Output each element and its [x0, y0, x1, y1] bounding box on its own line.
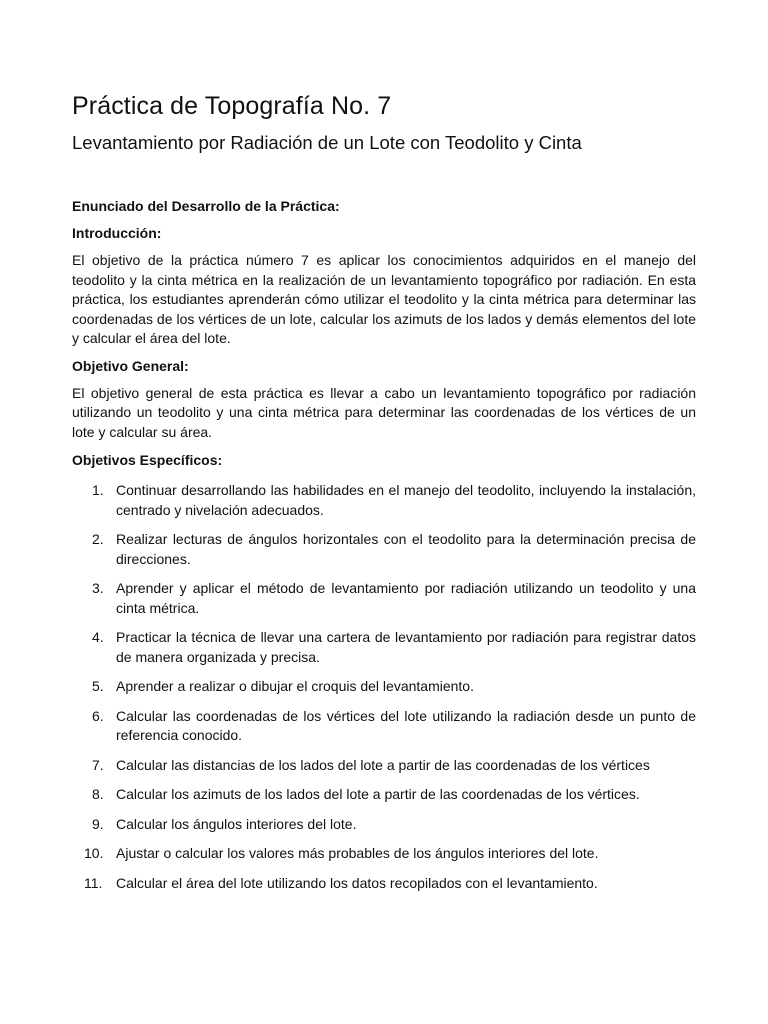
list-item-text: Continuar desarrollando las habilidades en el manejo del teodolito, incluyendo la instalación, centrado y nivelación adecuados.: [116, 482, 696, 518]
list-item-text: Practicar la técnica de llevar una cartera de levantamiento por radiación para registrar datos de manera organizada y precisa.: [116, 629, 696, 665]
list-item-number: 1.: [92, 482, 104, 498]
objectives-list: [72, 481, 696, 893]
list-item: [72, 707, 696, 746]
document-title: Práctica de Topografía No. 7: [72, 92, 392, 120]
objetivo-general-text: El objetivo general de esta práctica es llevar a cabo un levantamiento topográfico por radiación utilizando un teodolito y una cinta métrica para determinar las coordenadas de los vértices de un lote y calcular su área.: [72, 384, 696, 440]
list-item: [72, 874, 696, 894]
list-item: [72, 628, 696, 667]
list-item-text: Ajustar o calcular los valores más probables de los ángulos interiores del lote.: [116, 845, 599, 861]
list-item-text: Calcular las distancias de los lados del lote a partir de las coordenadas de los vértices: [116, 756, 650, 773]
list-item: [72, 677, 696, 697]
list-item-number: 7.: [92, 756, 104, 773]
list-item: [72, 579, 696, 618]
objetivos-especificos-heading: Objetivos Específicos:: [72, 452, 223, 468]
list-item-number: 10.: [84, 845, 104, 861]
list-item: [72, 756, 696, 776]
list-item: [72, 785, 696, 805]
list-item: [72, 815, 696, 835]
list-item-number: 4.: [92, 629, 104, 645]
list-item-text: Realizar lecturas de ángulos horizontales con el teodolito para la determinación precisa de direcciones.: [116, 531, 696, 567]
document-subtitle: Levantamiento por Radiación de un Lote con Teodolito y Cinta: [72, 132, 582, 153]
list-item-number: 6.: [92, 707, 104, 724]
list-item: [72, 481, 696, 520]
list-item-text: Calcular los azimuts de los lados del lote a partir de las coordenadas de los vértices.: [116, 786, 640, 802]
list-item-text: Calcular el área del lote utilizando los datos recopilados con el levantamiento.: [116, 874, 598, 891]
list-item-number: 2.: [92, 531, 104, 547]
list-item-number: 8.: [92, 786, 104, 802]
list-item-number: 3.: [92, 580, 104, 596]
list-item-number: 5.: [92, 678, 104, 694]
list-item-number: 9.: [92, 815, 104, 832]
objetivo-general-heading: Objetivo General:: [72, 357, 189, 374]
list-item-text: Aprender y aplicar el método de levantamiento por radiación utilizando un teodolito y una cinta métrica.: [116, 580, 696, 616]
list-item: [72, 844, 696, 864]
list-item-text: Calcular los ángulos interiores del lote.: [116, 815, 357, 832]
list-item-text: Calcular las coordenadas de los vértices del lote utilizando la radiación desde un punto de referencia conocido.: [116, 707, 696, 743]
list-item-number: 11.: [84, 874, 103, 891]
introduccion-text: El objetivo de la práctica número 7 es aplicar los conocimientos adquiridos en el manejo del teodolito y la cinta métrica en la realización de un levantamiento topográfico por radiación. En esta práctica, los estudiantes aprenderán cómo utilizar el teodolito y la cinta métrica para determinar las coordenadas de los vértices de un lote, calcular los azimuts de los lados y demás elementos del lote y calcular el área del lote.: [72, 252, 696, 346]
introduccion-heading: Introducción:: [72, 225, 162, 241]
enunciado-heading: Enunciado del Desarrollo de la Práctica:: [72, 198, 340, 214]
list-item-text: Aprender a realizar o dibujar el croquis del levantamiento.: [116, 678, 474, 694]
list-item: [72, 530, 696, 569]
